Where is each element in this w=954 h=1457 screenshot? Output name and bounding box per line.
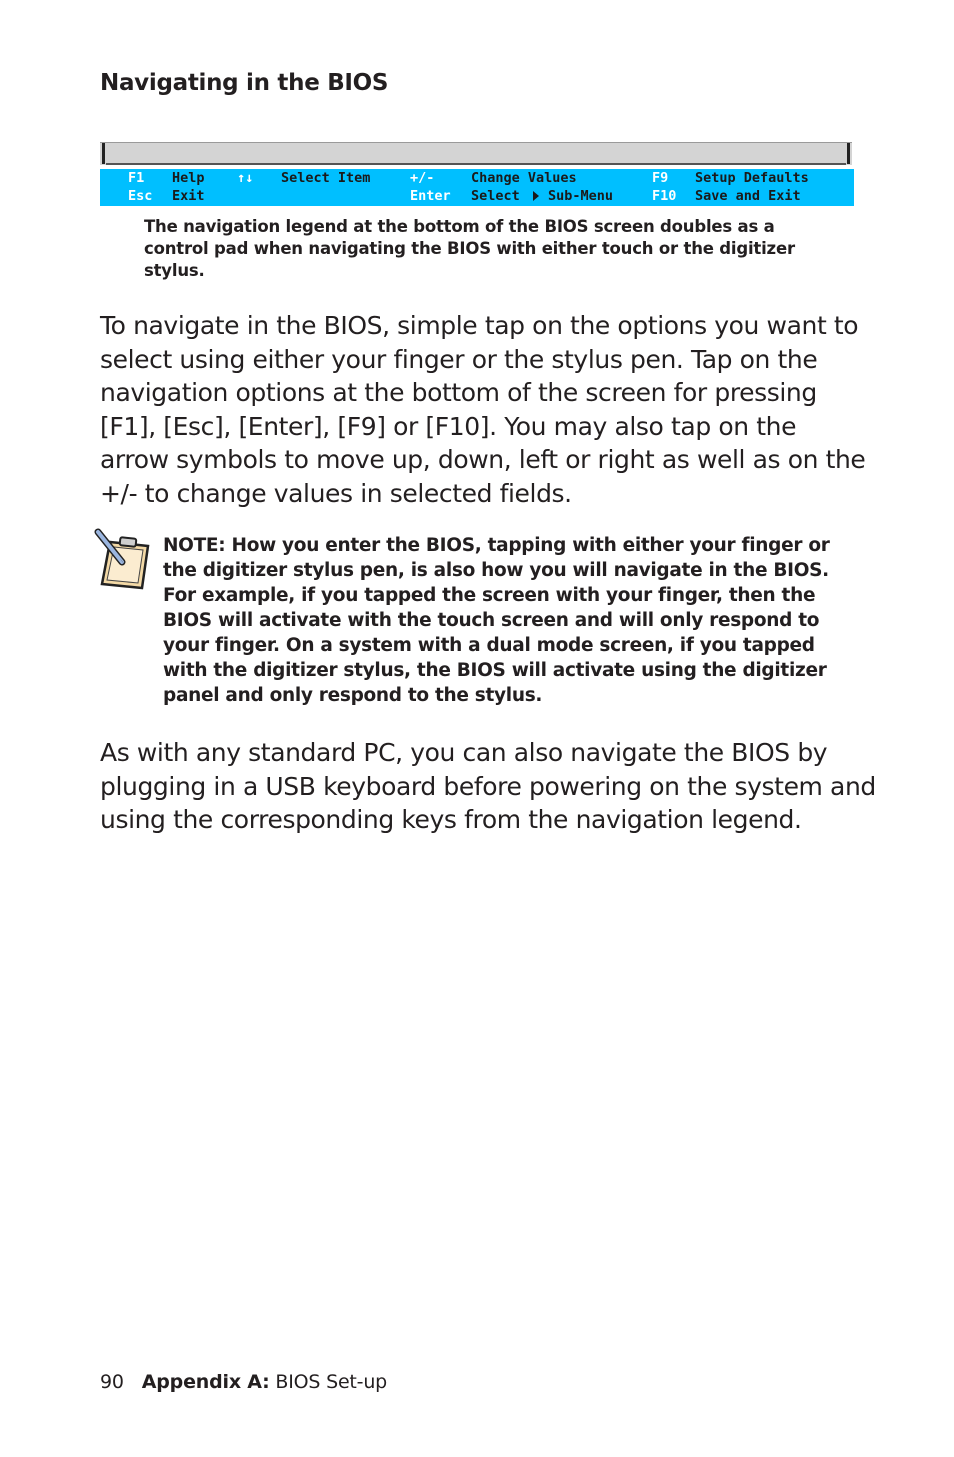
- legend-key-f9[interactable]: F9: [652, 170, 669, 186]
- bios-screen-border: [100, 142, 852, 165]
- bios-border-left: [102, 143, 105, 164]
- legend-action-sub-menu[interactable]: Sub-Menu: [548, 188, 614, 204]
- footer-section-bold: Appendix A:: [141, 1371, 270, 1393]
- bios-border-bottom: [106, 163, 846, 165]
- body-paragraph-2: As with any standard PC, you can also navigate the BIOS by plugging in a USB keyboard before powering on the system and using the corresponding keys from the navigation legend.: [100, 738, 876, 835]
- legend-action-save-and-exit[interactable]: Save and Exit: [695, 188, 801, 204]
- page-footer: [100, 1371, 387, 1393]
- legend-key-esc[interactable]: Esc: [128, 188, 153, 204]
- legend-action-change-values[interactable]: Change Values: [471, 170, 577, 186]
- legend-action-select[interactable]: Select: [471, 188, 520, 204]
- page-number: 90: [100, 1371, 124, 1393]
- bios-navigation-legend: [100, 169, 854, 206]
- legend-key-f10[interactable]: F10: [652, 188, 677, 204]
- legend-key-f1[interactable]: F1: [128, 170, 145, 186]
- submenu-arrow-icon: [533, 191, 539, 201]
- bios-border-right: [847, 143, 850, 164]
- legend-action-setup-defaults[interactable]: Setup Defaults: [695, 170, 809, 186]
- legend-action-exit[interactable]: Exit: [172, 188, 205, 204]
- note-text: NOTE: How you enter the BIOS, tapping with either your finger or the digitizer stylus pen, is also how you will navigate in the BIOS. For example, if you tapped the screen with your finger, then the BIOS will activate with the touch screen and will only respond to your finger. On a system with a dual mode screen, if you tapped with the digitizer stylus, the BIOS will activate using the digitizer panel and only respond to the stylus.: [163, 535, 830, 706]
- section-heading: Navigating in the BIOS: [100, 70, 389, 96]
- footer-section-title: BIOS Set-up: [275, 1371, 388, 1393]
- legend-key-plus-minus[interactable]: +/-: [410, 170, 435, 186]
- legend-action-help[interactable]: Help: [172, 170, 205, 186]
- legend-key-enter[interactable]: Enter: [410, 188, 451, 204]
- note-clipboard-icon: [92, 528, 156, 592]
- legend-key-arrows[interactable]: ↑↓: [237, 170, 254, 186]
- legend-action-select-item[interactable]: Select Item: [281, 170, 371, 186]
- figure-caption: The navigation legend at the bottom of the BIOS screen doubles as a control pad when navigating the BIOS with either touch or the digitizer stylus.: [144, 217, 795, 280]
- body-paragraph-1: To navigate in the BIOS, simple tap on the options you want to select using either your finger or the stylus pen. Tap on the navigation options at the bottom of the screen for pressing [F1], [Esc], [Enter], [F9] or [F10]. You may also tap on the arrow symbols to move up, down, left or right as well as on the +/- to change values in selected fields.: [100, 311, 866, 508]
